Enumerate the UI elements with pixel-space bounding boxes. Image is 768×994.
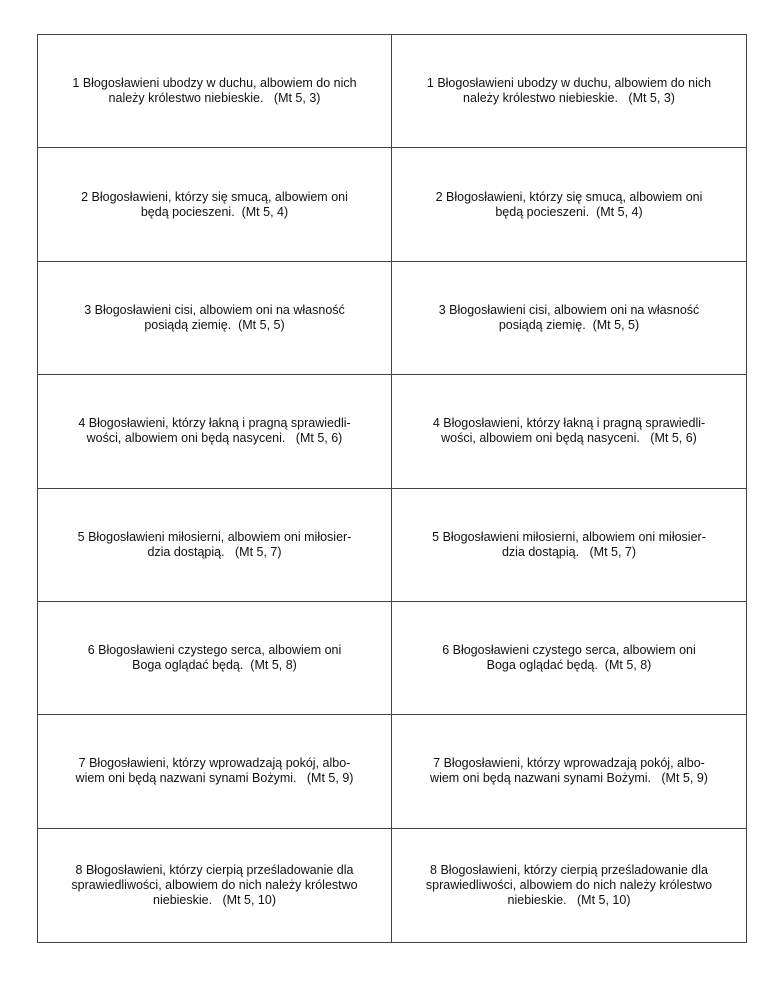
card-line: dzia dostąpią. (Mt 5, 7) (147, 544, 282, 559)
card-line: 5 Błogosławieni miłosierni, albowiem oni miłosier- (77, 529, 352, 544)
card-text (78, 416, 350, 446)
card-line: 4 Błogosławieni, którzy łakną i pragną sprawiedli- (432, 416, 706, 431)
card-line: 5 Błogosławieni miłosierni, albowiem oni miłosier- (432, 529, 706, 544)
card-line: należy królestwo niebieskie. (Mt 5, 3) (463, 91, 675, 106)
card-line: wości, albowiem oni będą nasyceni. (Mt 5, 6) (86, 431, 343, 446)
card-line: będą pocieszeni. (Mt 5, 4) (495, 204, 643, 219)
card-text (84, 303, 345, 333)
card-line: niebieskie. (Mt 5, 10) (153, 892, 276, 907)
beatitude-card (38, 602, 392, 715)
card-text (433, 416, 705, 446)
card-line: 6 Błogosławieni czystego serca, albowiem oni (442, 643, 696, 658)
card-text (88, 643, 342, 673)
card-text (436, 190, 703, 220)
card-line: 2 Błogosławieni, którzy się smucą, albowiem oni (435, 189, 703, 204)
card-text (72, 76, 356, 106)
card-line: wiem oni będą nazwani synami Bożymi. (Mt 5, 9) (75, 771, 354, 786)
card-line: 8 Błogosławieni, którzy cierpią prześladowanie dla (430, 862, 708, 877)
card-line: 4 Błogosławieni, którzy łakną i pragną sprawiedli- (78, 416, 351, 431)
card-line: wości, albowiem oni będą nasyceni. (Mt 5, 6) (441, 431, 697, 446)
card-line: 1 Błogosławieni ubodzy w duchu, albowiem do nich (426, 76, 712, 91)
beatitude-card (38, 829, 392, 942)
beatitude-card (392, 715, 746, 828)
beatitude-card (392, 602, 746, 715)
beatitude-card (38, 35, 392, 148)
card-line: należy królestwo niebieskie. (Mt 5, 3) (108, 91, 321, 106)
card-line: 7 Błogosławieni, którzy wprowadzają pokój, albo- (78, 756, 351, 771)
beatitude-card (38, 262, 392, 375)
beatitude-card (392, 262, 746, 375)
card-line: posiądą ziemię. (Mt 5, 5) (498, 317, 640, 332)
card-line: 3 Błogosławieni cisi, albowiem oni na własność (84, 302, 345, 317)
beatitude-card (38, 715, 392, 828)
card-line: 6 Błogosławieni czystego serca, albowiem oni (87, 643, 342, 658)
card-line: dzia dostąpią. (Mt 5, 7) (501, 544, 637, 559)
card-line: posiądą ziemię. (Mt 5, 5) (144, 317, 285, 332)
beatitude-card (392, 489, 746, 602)
card-text (426, 863, 712, 908)
beatitude-card (392, 148, 746, 261)
beatitude-card (392, 829, 746, 942)
card-line: 3 Błogosławieni cisi, albowiem oni na własność (438, 302, 700, 317)
card-line: 2 Błogosławieni, którzy się smucą, albowiem oni (81, 189, 348, 204)
beatitude-card (38, 148, 392, 261)
card-text (81, 190, 348, 220)
card-line: 7 Błogosławieni, którzy wprowadzają pokój, albo- (433, 756, 705, 771)
beatitude-card (392, 375, 746, 488)
card-text (430, 756, 708, 786)
card-text (78, 530, 352, 560)
beatitude-card (38, 489, 392, 602)
card-text (427, 76, 711, 106)
card-line: sprawiedliwości, albowiem do nich należy królestwo (425, 877, 713, 892)
card-line: Boga oglądać będą. (Mt 5, 8) (486, 658, 652, 673)
card-text (76, 756, 354, 786)
card-line: 1 Błogosławieni ubodzy w duchu, albowiem do nich (72, 76, 357, 91)
beatitude-card (38, 375, 392, 488)
card-text (439, 303, 700, 333)
card-text (432, 530, 706, 560)
card-text (442, 643, 696, 673)
card-line: wiem oni będą nazwani synami Bożymi. (Mt 5, 9) (430, 771, 708, 786)
card-line: 8 Błogosławieni, którzy cierpią prześladowanie dla (75, 862, 354, 877)
card-line: Boga oglądać będą. (Mt 5, 8) (132, 658, 297, 673)
card-line: będą pocieszeni. (Mt 5, 4) (140, 204, 289, 219)
card-line: niebieskie. (Mt 5, 10) (507, 892, 631, 907)
card-text (71, 863, 357, 908)
card-sheet (37, 34, 747, 943)
card-line: sprawiedliwości, albowiem do nich należy królestwo (71, 877, 358, 892)
beatitude-card (392, 35, 746, 148)
